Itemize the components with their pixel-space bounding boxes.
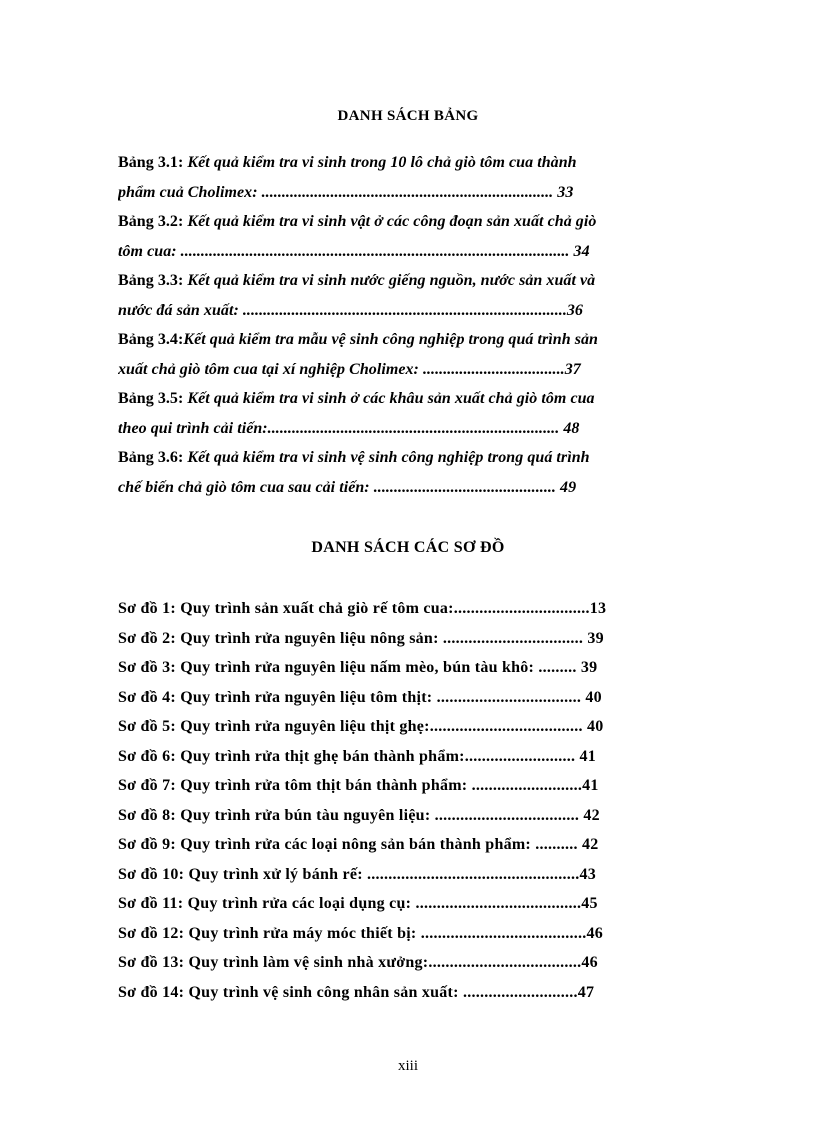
table-entry-line-1 bbox=[118, 384, 723, 414]
table-entry-line-2: nước đá sản xuất: ................................................................................36 bbox=[118, 301, 583, 319]
table-entry-caption: Kết quả kiểm tra mẫu vệ sinh công nghiệp trong quá trình sản bbox=[183, 331, 599, 348]
table-of-diagrams bbox=[118, 594, 718, 1007]
table-entry-caption: Kết quả kiểm tra vi sinh nước giếng nguồn, nước sản xuất và bbox=[187, 272, 596, 289]
diagram-entry-6: Sơ đồ 6: Quy trình rửa thịt ghẹ bán thành phẩm:.......................... 41 bbox=[118, 747, 596, 765]
table-entry-caption: Kết quả kiểm tra vi sinh vật ở các công đoạn sản xuất chả giò bbox=[187, 213, 597, 230]
table-entry-label: Bảng 3.2: bbox=[118, 213, 188, 230]
table-entry-line-1 bbox=[118, 325, 723, 355]
table-entry-caption: Kết quả kiểm tra vi sinh vệ sinh công nghiệp trong quá trình bbox=[187, 449, 590, 466]
diagram-entry-3: Sơ đồ 3: Quy trình rửa nguyên liệu nấm mèo, bún tàu khô: ......... 39 bbox=[118, 659, 598, 676]
page-number: xiii bbox=[397, 1058, 418, 1074]
diagram-entry-1: Sơ đồ 1: Quy trình sản xuất chả giò rế tôm cua:................................13 bbox=[118, 600, 607, 617]
tables-section-title: DANH SÁCH BẢNG bbox=[337, 108, 479, 124]
table-of-tables bbox=[118, 148, 723, 502]
diagram-entry-5: Sơ đồ 5: Quy trình rửa nguyên liệu thịt ghẹ:.................................... 40 bbox=[118, 718, 604, 735]
diagram-entry-12: Sơ đồ 12: Quy trình rửa máy móc thiết bị: .......................................46 bbox=[118, 924, 603, 942]
table-entry-line-2: theo qui trình cải tiến:........................................................................ 48 bbox=[118, 419, 580, 437]
table-entry-line-2: xuất chả giò tôm cua tại xí nghiệp Cholimex: ...................................37 bbox=[118, 360, 581, 378]
table-entry-label: Bảng 3.5: bbox=[118, 390, 188, 407]
table-entry-label: Bảng 3.1: bbox=[118, 154, 188, 171]
diagram-entry-11: Sơ đồ 11: Quy trình rửa các loại dụng cụ: .......................................45 bbox=[118, 895, 598, 912]
table-entry-3-3 bbox=[118, 266, 723, 325]
table-entry-caption: Kết quả kiểm tra vi sinh trong 10 lô chả giò tôm cua thành bbox=[187, 154, 577, 171]
table-entry-line-1 bbox=[118, 266, 723, 296]
diagram-entry-14: Sơ đồ 14: Quy trình vệ sinh công nhân sản xuất: ...........................47 bbox=[118, 983, 595, 1001]
table-entry-caption: Kết quả kiểm tra vi sinh ở các khâu sản xuất chả giò tôm cua bbox=[187, 390, 595, 407]
table-entry-3-4 bbox=[118, 325, 723, 384]
diagram-entry-13: Sơ đồ 13: Quy trình làm vệ sinh nhà xưởng:....................................46 bbox=[118, 954, 598, 971]
table-entry-label: Bảng 3.3: bbox=[118, 272, 188, 289]
table-entry-line-2: phẩm cuả Cholimex: ........................................................................ 33 bbox=[118, 183, 574, 201]
diagram-entry-8: Sơ đồ 8: Quy trình rửa bún tàu nguyên liệu: .................................. 42 bbox=[118, 806, 600, 824]
diagram-entry-2: Sơ đồ 2: Quy trình rửa nguyên liệu nông sản: ................................. 39 bbox=[118, 629, 604, 647]
diagram-entry-10: Sơ đồ 10: Quy trình xử lý bánh rế: ..................................................43 bbox=[118, 865, 597, 883]
table-entry-label: Bảng 3.6: bbox=[118, 449, 188, 466]
diagram-entry-9: Sơ đồ 9: Quy trình rửa các loại nông sản bán thành phẩm: .......... 42 bbox=[118, 836, 599, 853]
diagrams-section-title: DANH SÁCH CÁC SƠ ĐỒ bbox=[311, 539, 505, 556]
table-entry-line-1 bbox=[118, 148, 723, 178]
table-entry-3-1 bbox=[118, 148, 723, 207]
table-entry-line-1 bbox=[118, 207, 723, 237]
table-entry-3-6 bbox=[118, 443, 723, 502]
table-entry-3-2 bbox=[118, 207, 723, 266]
table-entry-line-2: tôm cua: ................................................................................................ 34 bbox=[118, 242, 590, 260]
table-entry-3-5 bbox=[118, 384, 723, 443]
table-entry-line-2: chế biến chả giò tôm cua sau cải tiến: ............................................. 49 bbox=[118, 478, 577, 496]
diagram-entry-7: Sơ đồ 7: Quy trình rửa tôm thịt bán thành phẩm: ..........................41 bbox=[118, 777, 599, 794]
diagram-entry-4: Sơ đồ 4: Quy trình rửa nguyên liệu tôm thịt: .................................. 40 bbox=[118, 688, 602, 706]
table-entry-line-1 bbox=[118, 443, 723, 473]
table-entry-label: Bảng 3.4: bbox=[118, 331, 184, 348]
